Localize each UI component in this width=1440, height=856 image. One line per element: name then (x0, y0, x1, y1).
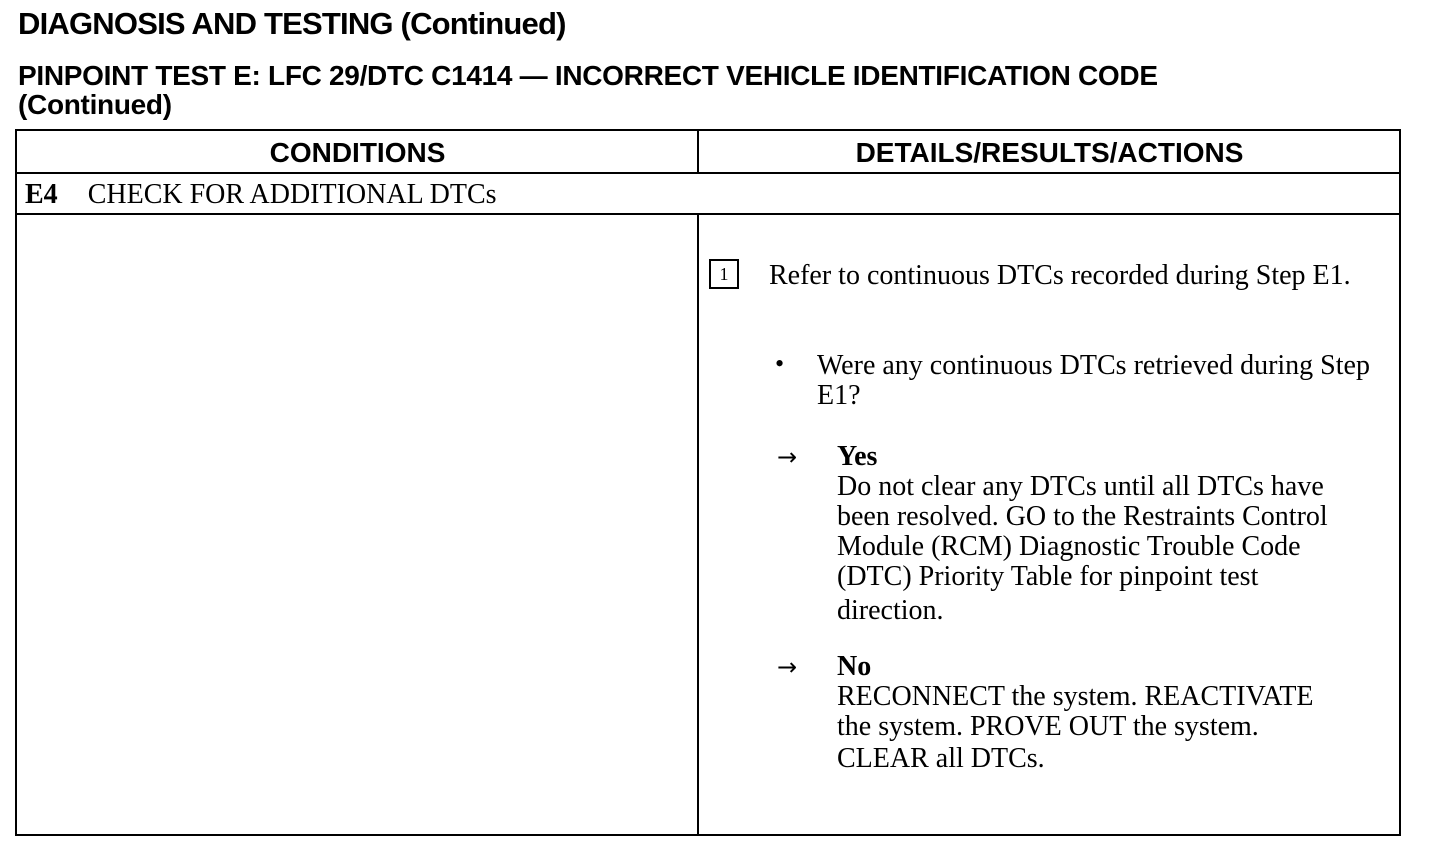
pinpoint-test-title-line1: PINPOINT TEST E: LFC 29/DTC C1414 — INCORRECT VEHICLE IDENTIFICATION CODE (18, 60, 1158, 91)
result-no-line: RECONNECT the system. REACTIVATE (837, 681, 1314, 712)
body-column-divider (697, 213, 699, 836)
pinpoint-test-table (15, 129, 1401, 836)
result-yes (837, 442, 1377, 626)
bullet-icon: • (775, 349, 785, 378)
step-row-divider (17, 213, 1399, 215)
result-yes-line: Do not clear any DTCs until all DTCs have (837, 471, 1324, 502)
header-divider (17, 172, 1399, 174)
arrow-right-icon: → (777, 653, 798, 681)
pinpoint-test-title (18, 61, 1348, 119)
result-yes-line: been resolved. GO to the Restraints Control (837, 501, 1328, 532)
header-column-divider (697, 131, 699, 172)
substep-number-box: 1 (709, 259, 739, 289)
result-no-line: the system. PROVE OUT the system. (837, 711, 1259, 742)
result-no-line: CLEAR all DTCs. (837, 743, 1045, 774)
result-no-label: No (837, 651, 872, 682)
column-header-conditions: CONDITIONS (269, 137, 446, 168)
result-yes-line: Module (RCM) Diagnostic Trouble Code (837, 531, 1301, 562)
result-yes-label: Yes (837, 441, 878, 472)
step-id: E4 (25, 179, 58, 210)
step-row (25, 178, 497, 212)
result-yes-line: direction. (837, 595, 944, 626)
pinpoint-test-title-line2: (Continued) (18, 89, 172, 120)
column-header-details: DETAILS/RESULTS/ACTIONS (855, 137, 1244, 168)
substep-instruction: Refer to continuous DTCs recorded during Step E1. (769, 260, 1351, 291)
page-title: DIAGNOSIS AND TESTING (Continued) (18, 6, 566, 41)
result-no (837, 652, 1377, 774)
result-yes-line: (DTC) Priority Table for pinpoint test (837, 561, 1259, 592)
arrow-right-icon: → (777, 443, 798, 471)
step-title: CHECK FOR ADDITIONAL DTCs (87, 179, 497, 210)
substep-question: Were any continuous DTCs retrieved during Step E1? (817, 350, 1370, 411)
